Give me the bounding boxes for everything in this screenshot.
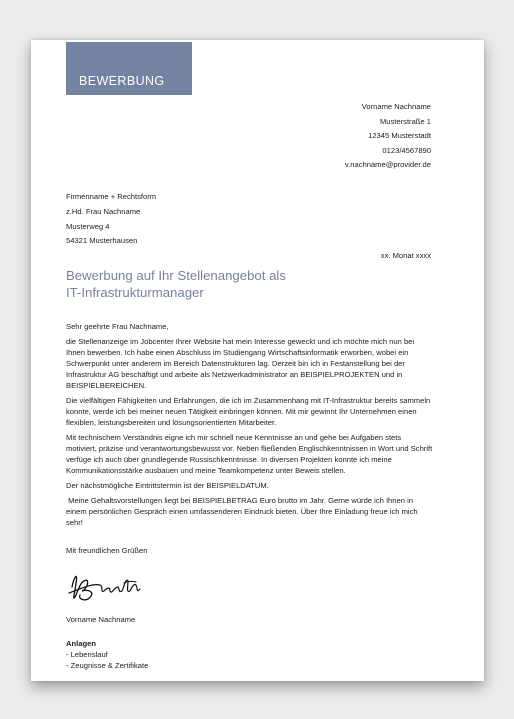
paragraph: die Stellenanzeige im Jobcenter Ihrer Website hat mein Interesse geweckt und ich möchte mich nun bei Ihnen bewerben. Ich habe einen Abschluss im Studiengang Wirtschaftsinformatik erworben, wobei ein Schwerpunkt unter anderem im Bereich Datenstrukturen lag. Derzeit bin ich in Festanstellung bei der Infrastruktur AG beschäftigt und arbeite als Netzwerkadministrator an BEISPIELPROJEKTEN und in BEISPIELBEREICHEN. [66,337,415,390]
sender-address [345,100,431,173]
subject-line [66,267,286,301]
signature-name: Vorname Nachname [66,615,136,624]
header-badge [66,42,192,95]
recipient-address [66,190,156,249]
paragraph: Meine Gehaltsvorstellungen liegt bei BEISPIELBETRAG Euro brutto im Jahr. Gerne würde ich Ihnen in einem persönlichen Gespräch einen umfassenderen Eindruck bieten. Über Ihre Einladung freue ich mich sehr! [66,496,420,527]
attachments-heading: Anlagen [66,639,96,648]
paragraph: Mit technischem Verständnis eigne ich mir schnell neue Kenntnisse an und gehe bei Aufgaben stets motiviert, präzise und verantwortungsbewusst vor. Neben fließenden Englischkenntnissen in Wort und Schrift verfüge ich auch über grundlegende Russischkenntnisse. In diversen Projekten konnte ich meine Kommunikationsstärke ausbauen und meine Teamkompetenz unter Beweis stellen. [66,433,433,475]
closing-phrase: Mit freundlichen Grüßen [66,546,148,555]
letter-body [66,321,433,532]
sender-city: 12345 Musterstadt [368,131,431,141]
attachment-item: - Zeugnisse & Zertifikate [66,661,149,671]
handwritten-signature [66,563,146,609]
sender-street: Musterstraße 1 [379,116,431,126]
badge-label: BEWERBUNG [79,74,165,88]
recipient-company: Firmenname + Rechtsform [66,192,157,201]
sender-email: v.nachname@provider.de [344,160,431,170]
letter-page [31,40,484,681]
letter-date: xx. Monat xxxx [380,251,431,260]
subject-line-2: IT-Infrastrukturmanager [66,285,204,300]
sender-phone: 0123/4567890 [382,145,431,155]
salutation: Sehr geehrte Frau Nachname, [66,322,169,331]
subject-line-1: Bewerbung auf Ihr Stellenangebot als [66,268,286,283]
recipient-street: Musterweg 4 [66,221,110,231]
paragraph: Der nächstmögliche Eintrittstermin ist der BEISPIELDATUM. [66,481,269,490]
sender-name: Vorname Nachname [361,102,431,111]
recipient-attention: z.Hd. Frau Nachname [66,206,141,216]
recipient-city: 54321 Musterhausen [66,236,138,246]
paragraph: Die vielfältigen Fähigkeiten und Erfahrungen, die ich im Zusammenhang mit IT-Infrastruktur bereits sammeln konnte, werde ich bei meiner neuen Tätigkeit einbringen können. Mit mir gewinnt Ihr Unternehmen einen flexiblen, leistungsbereiten und lösungsorientierten Mitarbeiter. [66,396,431,427]
attachment-item: - Lebenslauf [66,650,108,660]
attachments-list [66,638,148,672]
